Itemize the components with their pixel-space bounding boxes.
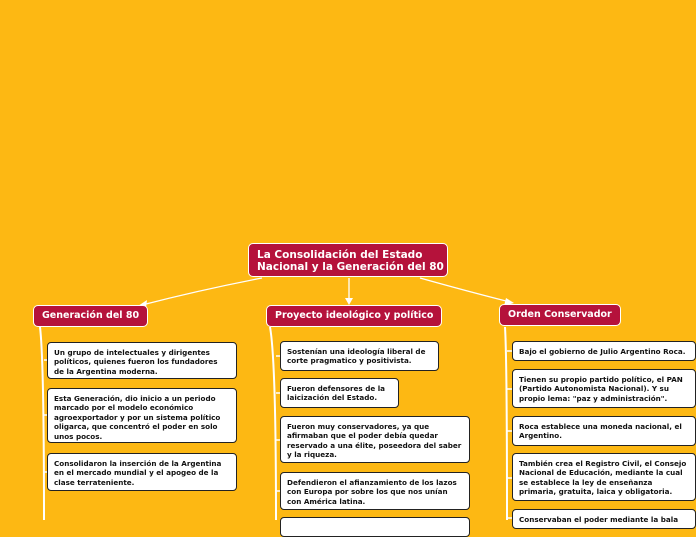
topic-poder-bala[interactable]: Conservaban el poder mediante la bala: [512, 509, 696, 529]
topic-conservadores[interactable]: Fueron muy conservadores, ya que afirmaban que el poder debía quedar reservado a una élite, poseedora del saber y la riqueza.: [280, 416, 470, 463]
topic-moneda-nacional[interactable]: Roca establece una moneda nacional, el Argentino.: [512, 416, 696, 446]
branch-generacion-del-80[interactable]: Generación del 80: [33, 305, 148, 327]
branch-proyecto-ideologico[interactable]: Proyecto ideológico y político: [266, 305, 442, 327]
branch-orden-conservador[interactable]: Orden Conservador: [499, 304, 621, 326]
topic-laicizacion[interactable]: Fueron defensores de la laicización del Estado.: [280, 378, 399, 408]
topic-intelectuales[interactable]: Un grupo de intelectuales y dirigentes políticos, quienes fueron los fundadores de la Argentina moderna.: [47, 342, 237, 379]
topic-partido-pan[interactable]: Tienen su propio partido político, el PAN (Partido Autonomista Nacional). Y su propio lema: "paz y administración".: [512, 369, 696, 408]
topic-partial[interactable]: [280, 517, 470, 537]
topic-julio-argentino-roca[interactable]: Bajo el gobierno de Julio Argentino Roca.: [512, 341, 696, 361]
topic-registro-civil[interactable]: También crea el Registro Civil, el Consejo Nacional de Educación, mediante la cual se establece la ley de enseñanza primaria, gratuita, laica y obligatoria.: [512, 453, 696, 501]
topic-periodo-agroexportador[interactable]: Esta Generación, dio inicio a un periodo marcado por el modelo económico agroexportador y por un sistema político oligarca, que concentró el poder en solo unos pocos.: [47, 388, 237, 443]
central-topic[interactable]: La Consolidación del Estado Nacional y la Generación del 80: [248, 243, 448, 277]
topic-ideologia-liberal[interactable]: Sostenían una ideología liberal de corte pragmatico y positivista.: [280, 341, 439, 371]
topic-mercado-mundial[interactable]: Consolidaron la inserción de la Argentina en el mercado mundial y el apogeo de la clase terrateniente.: [47, 453, 237, 491]
topic-lazos-europa[interactable]: Defendieron el afianzamiento de los lazos con Europa por sobre los que nos unían con América latina.: [280, 472, 470, 510]
